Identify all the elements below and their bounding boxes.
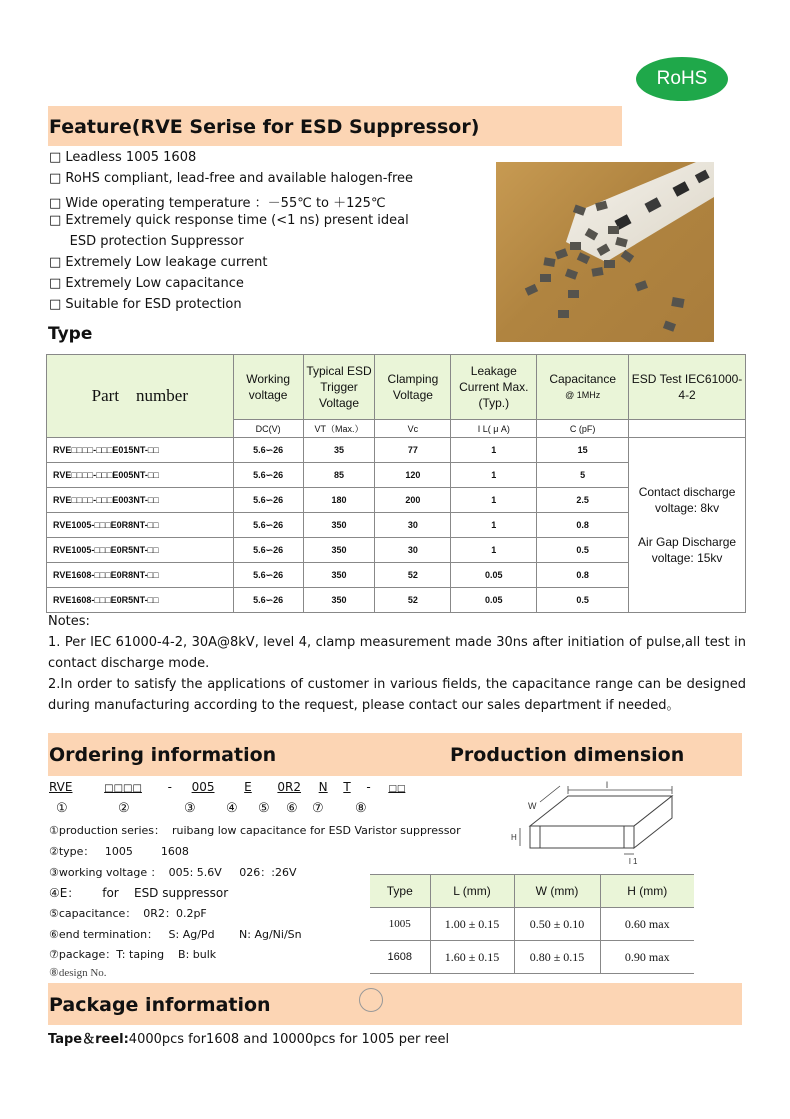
unit-cell-empty: [629, 420, 746, 438]
header-part-number: Part number: [47, 355, 234, 438]
table-row: [370, 908, 694, 941]
table-cell: 180: [303, 488, 375, 513]
table-cell: 350: [303, 563, 375, 588]
part-number-cell: RVE1005-□□□E0R5NT-□□: [47, 538, 234, 563]
table-cell: 5.6∽26: [233, 538, 303, 563]
table-cell: 5: [537, 463, 629, 488]
unit-cell: VT（Max.）: [303, 420, 375, 438]
table-cell: 30: [375, 538, 451, 563]
table-cell: 350: [303, 588, 375, 613]
note-2: 2.In order to satisfy the applications of customer in various fields, the capacitance range can be designed during manufacturing according to the request, please contact our sales department if needed。: [48, 677, 746, 713]
dim-cell: 0.90 max: [600, 941, 694, 974]
table-cell: 1: [451, 438, 537, 463]
notes-title: Notes:: [48, 614, 90, 629]
unit-cell: DC(V): [233, 420, 303, 438]
feature-item: □ Suitable for ESD protection: [49, 297, 242, 312]
dim-cell: 0.80 ± 0.15: [514, 941, 600, 974]
header-leakage-current: Leakage Current Max.(Typ.): [451, 355, 537, 420]
code-number: ⑤: [258, 800, 270, 815]
type-table: [46, 354, 746, 613]
table-cell: 5.6∽26: [233, 513, 303, 538]
table-cell: 35: [303, 438, 375, 463]
unit-cell: C (pF): [537, 420, 629, 438]
dim-cell: 0.50 ± 0.10: [514, 908, 600, 941]
table-cell: 77: [375, 438, 451, 463]
part-number-cell: RVE□□□□-□□□E015NT-□□: [47, 438, 234, 463]
package-title: Package information: [49, 994, 271, 1016]
feature-item: □ Extremely Low capacitance: [49, 276, 244, 291]
table-cell: 1: [451, 488, 537, 513]
note-1: 1. Per IEC 61000-4-2, 30A@8kV, level 4, clamp measurement made 30ns after initiation of pulse,all test in contact discharge mode.: [48, 635, 746, 671]
part-number-cell: RVE1608-□□□E0R8NT-□□: [47, 563, 234, 588]
table-cell: 30: [375, 513, 451, 538]
ordering-title: Ordering information: [49, 744, 277, 766]
dim-header: W (mm): [514, 875, 600, 908]
table-cell: 52: [375, 563, 451, 588]
code-number: ①: [56, 800, 68, 815]
header-capacitance-label: Capacitance: [549, 372, 617, 386]
type-title: Type: [48, 324, 93, 344]
ordering-line: ⑦package：T: taping B: bulk: [49, 948, 217, 961]
unit-cell: Vc: [375, 420, 451, 438]
dim-cell: 1.00 ± 0.15: [430, 908, 514, 941]
circle-mark: [359, 988, 383, 1012]
code-dash: -: [366, 780, 371, 794]
dim-header: L (mm): [430, 875, 514, 908]
table-cell: 2.5: [537, 488, 629, 513]
table-row: [47, 438, 746, 463]
feature-item: □ Leadless 1005 1608: [49, 150, 197, 165]
code-number: ③: [184, 800, 196, 815]
table-cell: 0.8: [537, 513, 629, 538]
dim-label-w: W: [528, 801, 537, 811]
ordering-line: ⑤capacitance： 0R2：0.2pF: [49, 907, 207, 920]
dim-label-t: l 1: [629, 857, 638, 866]
table-cell: 1: [451, 463, 537, 488]
table-cell: 0.5: [537, 588, 629, 613]
table-cell: 0.05: [451, 588, 537, 613]
dimension-title: Production dimension: [450, 744, 685, 766]
esd-air-text: Air Gap Discharge voltage: 15kv: [638, 535, 737, 565]
ordering-line: ⑧design No.: [49, 967, 107, 979]
feature-item: ESD protection Suppressor: [49, 234, 244, 249]
table-cell: 5.6∽26: [233, 563, 303, 588]
header-esd-test: ESD Test IEC61000-4-2: [629, 355, 746, 420]
code-capacitance: 0R2: [277, 780, 302, 794]
esd-test-cell: [629, 438, 746, 613]
code-t: T: [343, 780, 351, 794]
part-number-cell: RVE1608-□□□E0R5NT-□□: [47, 588, 234, 613]
table-cell: 0.05: [451, 563, 537, 588]
dim-cell: 0.60 max: [600, 908, 694, 941]
code-number: ②: [118, 800, 130, 815]
table-cell: 350: [303, 513, 375, 538]
feature-item: □ RoHS compliant, lead-free and available halogen-free: [49, 171, 414, 186]
header-capacitance: [537, 355, 629, 420]
esd-contact-text: Contact discharge voltage: 8kv: [638, 485, 736, 515]
ordering-line: ②type： 1005 1608: [49, 845, 189, 858]
header-working-voltage: Working voltage: [233, 355, 303, 420]
dim-cell: 1005: [370, 908, 430, 941]
dim-header: Type: [370, 875, 430, 908]
part-number-cell: RVE1005-□□□E0R8NT-□□: [47, 513, 234, 538]
code-number: ⑦: [312, 800, 324, 815]
table-cell: 1: [451, 513, 537, 538]
table-cell: 120: [375, 463, 451, 488]
product-photo: [496, 162, 714, 342]
table-cell: 52: [375, 588, 451, 613]
dim-header: H (mm): [600, 875, 694, 908]
ordering-code: [49, 780, 405, 794]
table-row: [370, 941, 694, 974]
table-cell: 1: [451, 538, 537, 563]
dimension-table: [370, 874, 694, 974]
table-cell: 200: [375, 488, 451, 513]
ordering-line: ⑥end termination： S: Ag/Pd N: Ag/Ni/Sn: [49, 928, 302, 941]
package-text: [48, 1028, 449, 1047]
dim-cell: 1608: [370, 941, 430, 974]
part-number-cell: RVE□□□□-□□□E005NT-□□: [47, 463, 234, 488]
dim-label-l: l: [606, 780, 608, 790]
code-e: E: [244, 780, 252, 794]
code-voltage: 005: [191, 780, 215, 794]
table-cell: 85: [303, 463, 375, 488]
code-boxes: □□□□: [104, 783, 142, 794]
table-cell: 5.6∽26: [233, 438, 303, 463]
code-dash: -: [167, 780, 172, 794]
header-trigger-voltage: Typical ESD Trigger Voltage: [303, 355, 375, 420]
ordering-line: ③working voltage ： 005: 5.6V 026：:26V: [49, 866, 297, 879]
ordering-line: ④E： for ESD suppressor: [49, 886, 229, 900]
dim-cell: 1.60 ± 0.15: [430, 941, 514, 974]
code-number: ⑥: [286, 800, 298, 815]
feature-title: Feature(RVE Serise for ESD Suppressor): [49, 116, 480, 138]
package-detail: 4000pcs for1608 and 10000pcs for 1005 per reel: [128, 1032, 450, 1047]
dimension-diagram: [508, 778, 694, 866]
feature-item: □ Wide operating temperature ：－55℃ to ＋125℃: [49, 196, 386, 211]
code-tail: □□: [388, 784, 406, 794]
unit-cell: I L( μ A): [451, 420, 537, 438]
feature-item: □ Extremely quick response time (<1 ns) present ideal: [49, 213, 409, 228]
header-clamping-voltage: Clamping Voltage: [375, 355, 451, 420]
table-cell: 5.6∽26: [233, 588, 303, 613]
table-cell: 350: [303, 538, 375, 563]
code-rve: RVE: [49, 780, 73, 794]
package-label: Tape＆reel:: [48, 1032, 129, 1047]
table-cell: 0.8: [537, 563, 629, 588]
code-n: N: [318, 780, 328, 794]
code-number: ④: [226, 800, 238, 815]
table-cell: 0.5: [537, 538, 629, 563]
header-capacitance-sub: @ 1MHz: [565, 390, 601, 400]
dim-label-h: H: [511, 833, 517, 842]
table-cell: 15: [537, 438, 629, 463]
rohs-badge: RoHS: [636, 57, 728, 101]
table-cell: 5.6∽26: [233, 488, 303, 513]
table-cell: 5.6∽26: [233, 463, 303, 488]
part-number-cell: RVE□□□□-□□□E003NT-□□: [47, 488, 234, 513]
code-number: ⑧: [355, 800, 367, 815]
ordering-line: ①production series： ruibang low capacitance for ESD Varistor suppressor: [49, 824, 461, 837]
feature-item: □ Extremely Low leakage current: [49, 255, 268, 270]
